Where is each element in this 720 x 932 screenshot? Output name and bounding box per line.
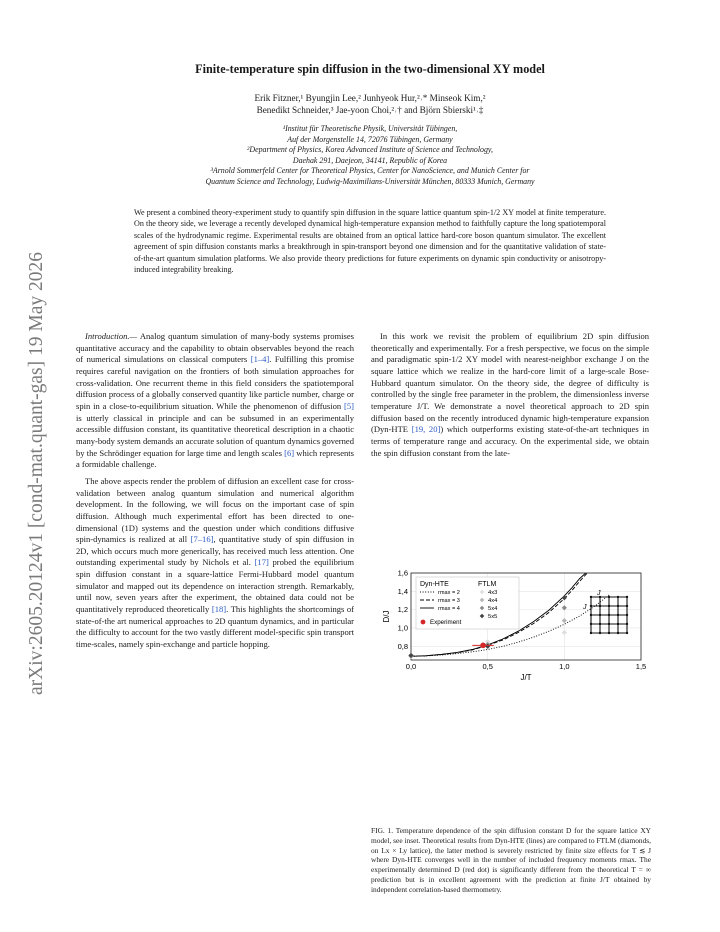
y-tick-label: 1,4 [397,586,408,596]
left-column [76,331,354,656]
right-column [371,331,649,464]
lattice-site [599,623,601,625]
lattice-site [608,596,610,598]
x-tick-label: 0,0 [405,662,417,671]
lattice-site [599,614,601,616]
legend-label-ftlm: 5x5 [488,614,498,620]
lattice-site [617,596,619,598]
text-run: . This highlights the shortcomings of state-of-the art numerical approaches to 2D quantum dynamics, and in particular the difficulty to account for the two vastly different model-specific spin transport time-scales, namely spin-exchange and particle hopping. [76,604,355,650]
authors-line-1: Erik Fitzner,¹ Byungjin Lee,² Junhyeok Hur,²˒* Minseok Kim,² [254,93,486,103]
text-run: , quantitative study of spin diffusion in 2D, which occurs much more generically, has received much less attention. One outstanding experimental study by Nichols et al. [76,534,354,568]
affiliation-line: Quantum Science and Technology, Ludwig-Maximilians-Universität München, 80333 Munich, Germany [205,176,535,186]
legend-label-ftlm: 4x4 [488,598,498,604]
lattice-site [608,623,610,625]
chart-legend [416,577,519,629]
legend-header-dyn-hte: Dyn-HTE [420,581,449,588]
x-axis-label: J/T [520,673,532,682]
citation-link[interactable]: [6] [284,447,295,458]
legend-label-rmax: rmax = 2 [438,590,460,596]
author-list [90,92,650,116]
lattice-site [626,632,628,634]
paper-title: Finite-temperature spin diffusion in the two-dimensional XY model [195,62,545,76]
ftlm-diamond-5x5 [408,653,413,658]
y-tick-label: 0,8 [397,641,408,651]
lattice-site [626,614,628,616]
citation-link[interactable]: [17] [254,557,269,568]
text-run: which represents a formidable challenge. [76,447,354,470]
y-tick-label: 1,2 [397,605,408,615]
y-tick-label: 1,6 [397,568,408,578]
legend-header-ftlm: FTLM [478,581,497,588]
lattice-site [617,605,619,607]
lattice-site [626,605,628,607]
affiliation-line: Daehak 291, Daejeon, 34141, Republic of Korea [292,155,448,165]
ftlm-diamond-4x4 [562,618,567,623]
abstract: We present a combined theory-experiment study to quantify spin diffusion in the square lattice quantum spin-1/2 XY model at finite temperature. On the theory side, we leverage a recently developed dynamical high-temperature expansion method to faithfully capture the long spatiotemporal scales of the hydrodynamic regime. Experimental results are obtained from an optical lattice hard-core boson quantum simulator. The excellent agreement of spin diffusion constants marks a breakthrough in spin-transport beyond one dimension and for the quantitative validation of state-of-the-art quantum simulation platforms. We also provide theory predictions for future experiments on dynamic spin conductivity or anisotropy-induced integrability breaking. [134,208,606,275]
lattice-inset [582,590,628,634]
lattice-site [617,614,619,616]
text-run: In this work we revisit the problem of equilibrium 2D spin diffusion theoretically and experimentally. For a fresh perspective, we focus on the simple and paradigmatic spin-1/2 XY model with nearest-neighbor exchange J on the square lattice which we realize in the hard-core limit of a large-scale Bose-Hubbard quantum simulator. On the theory side, the degree of difficulty is controlled by the single free parameter in the problem, the dimensionless inverse temperature J/T. We demonstrate a novel theoretical approach to 2D spin diffusion based on the recently introduced dynamic high-temperature expansion (Dyn-HTE [371,331,649,435]
text-run: probed the equilibrium spin diffusion constant in a square-lattice Fermi-Hubbard model quantum simulator and mapped out its dependence on interaction strength. Remarkably, until now, seven years after the experiment, the obtained data could not be quantitatively reproduced theoretically [76,557,354,615]
citation-link[interactable]: [19, 20] [411,424,441,435]
figure-caption: FIG. 1. Temperature dependence of the spin diffusion constant D for the square lattice XY model, see inset. Theoretical results from Dyn-HTE (lines) are compared to FTLM (diamonds, on Lx × Ly lattice), the latter method is severely restricted by finite size effects for T ≲ J where Dyn-HTE converges well in the number of included frequency moments rmax. The experimentally determined D (red dot) is significantly different from the theoretical T = ∞ prediction but is in excellent agreement with the prediction at finite J/T obtained by independent correlation-based thermometry. [371,826,652,894]
affiliation-line: ²Department of Physics, Korea Advanced Institute of Science and Technology, [247,145,493,155]
spin-diffusion-chart [371,563,651,815]
body-paragraph [76,476,354,651]
x-tick-label: 1,0 [559,662,570,671]
lattice-site [617,632,619,634]
authors-line-2: Benedikt Schneider,³ Jae-yoon Choi,²˒† and Björn Sbierski¹˒‡ [256,105,484,115]
citation-link[interactable]: [7–16] [190,534,214,545]
legend-label-rmax: rmax = 4 [438,606,460,612]
lattice-site [608,605,610,607]
lattice-site [590,623,592,625]
lattice-site [617,623,619,625]
text-run: ) which outperforms existing state-of-the-art techniques in terms of temperature range and accuracy. On the experimental side, we obtain the spin diffusion constant from the late- [371,424,649,458]
legend-label-experiment: Experiment [430,619,462,626]
intro-paragraph [76,331,354,471]
lattice-site [626,623,628,625]
x-tick-label: 0,5 [482,662,493,671]
lattice-site [590,614,592,616]
affiliations [70,124,670,188]
arxiv-stamp-text: arXiv:2605.20124v1 [cond-mat.quant-gas] 19 May 2026 [26,252,47,695]
lattice-site [608,632,610,634]
lattice-site [590,596,592,598]
affiliation-line: Auf der Morgenstelle 14, 72076 Tübingen, Germany [287,134,453,144]
legend-label-rmax: rmax = 3 [438,598,460,604]
lattice-site [590,605,592,607]
text-run: . Fulfilling this promise requires careful navigation on the frontiers of both simulation approaches for cross-validation. One recurrent theme in this field considers the spatiotemporal diffusion process of a globally conserved quantity like particle number, charge or spin in a close-to-equilibrium situation. While the phenomenon of diffusion [76,354,354,411]
y-tick-label: 1,0 [397,623,408,633]
affiliation-line: ³Arnold Sommerfeld Center for Theoretical Physics, Center for NanoScience, and Munich Center for [210,166,530,176]
x-tick-label: 1,5 [635,662,647,671]
inset-exchange-label-left: J [583,604,587,611]
lattice-site [599,632,601,634]
citation-link[interactable]: [18] [211,604,227,615]
text-run: is utterly classical in principle and can be subsumed in an experimentally accessible diffusion constant, its quantitative theoretical description in a chaotic many-body system demands an accurate solution of quantum dynamics governed by the Schrödinger equation for large time and length scales [76,412,354,458]
citation-link[interactable]: [5] [344,400,354,411]
lattice-site [599,605,601,607]
inset-exchange-label-top: J [597,590,601,597]
figure-1 [371,563,651,815]
section-heading: Introduction.— [85,331,138,341]
ftlm-diamond-4x3 [562,630,567,635]
body-paragraph [371,331,649,459]
legend-experiment-dot [421,620,426,625]
y-axis-label: D/J [382,610,391,623]
citation-link[interactable]: [1–4] [250,354,270,365]
legend-label-ftlm: 5x4 [488,606,498,612]
text-run: The above aspects render the problem of diffusion an excellent case for cross-validation between analog quantum simulation and numerical algorithm development. In the following, we will focus on the important case of spin diffusion. Although much experimental effort has been directed to one-dimensional (1D) systems and the question under which conditions diffusive spin-dynamics is realized at all [76,475,354,545]
arxiv-identifier-stamp [8,150,58,710]
experiment-point [480,643,486,649]
lattice-site [626,596,628,598]
lattice-site [608,614,610,616]
text-run: Analog quantum simulation of many-body systems promises quantitative accuracy and the capability to obtain observables beyond the reach of numerical simulations on classical computers [76,331,354,365]
legend-label-ftlm: 4x3 [488,590,498,596]
lattice-site [590,632,592,634]
affiliation-line: ¹Institut für Theoretische Physik, Universität Tübingen, [282,124,458,133]
ftlm-diamond-5x5 [562,595,567,600]
